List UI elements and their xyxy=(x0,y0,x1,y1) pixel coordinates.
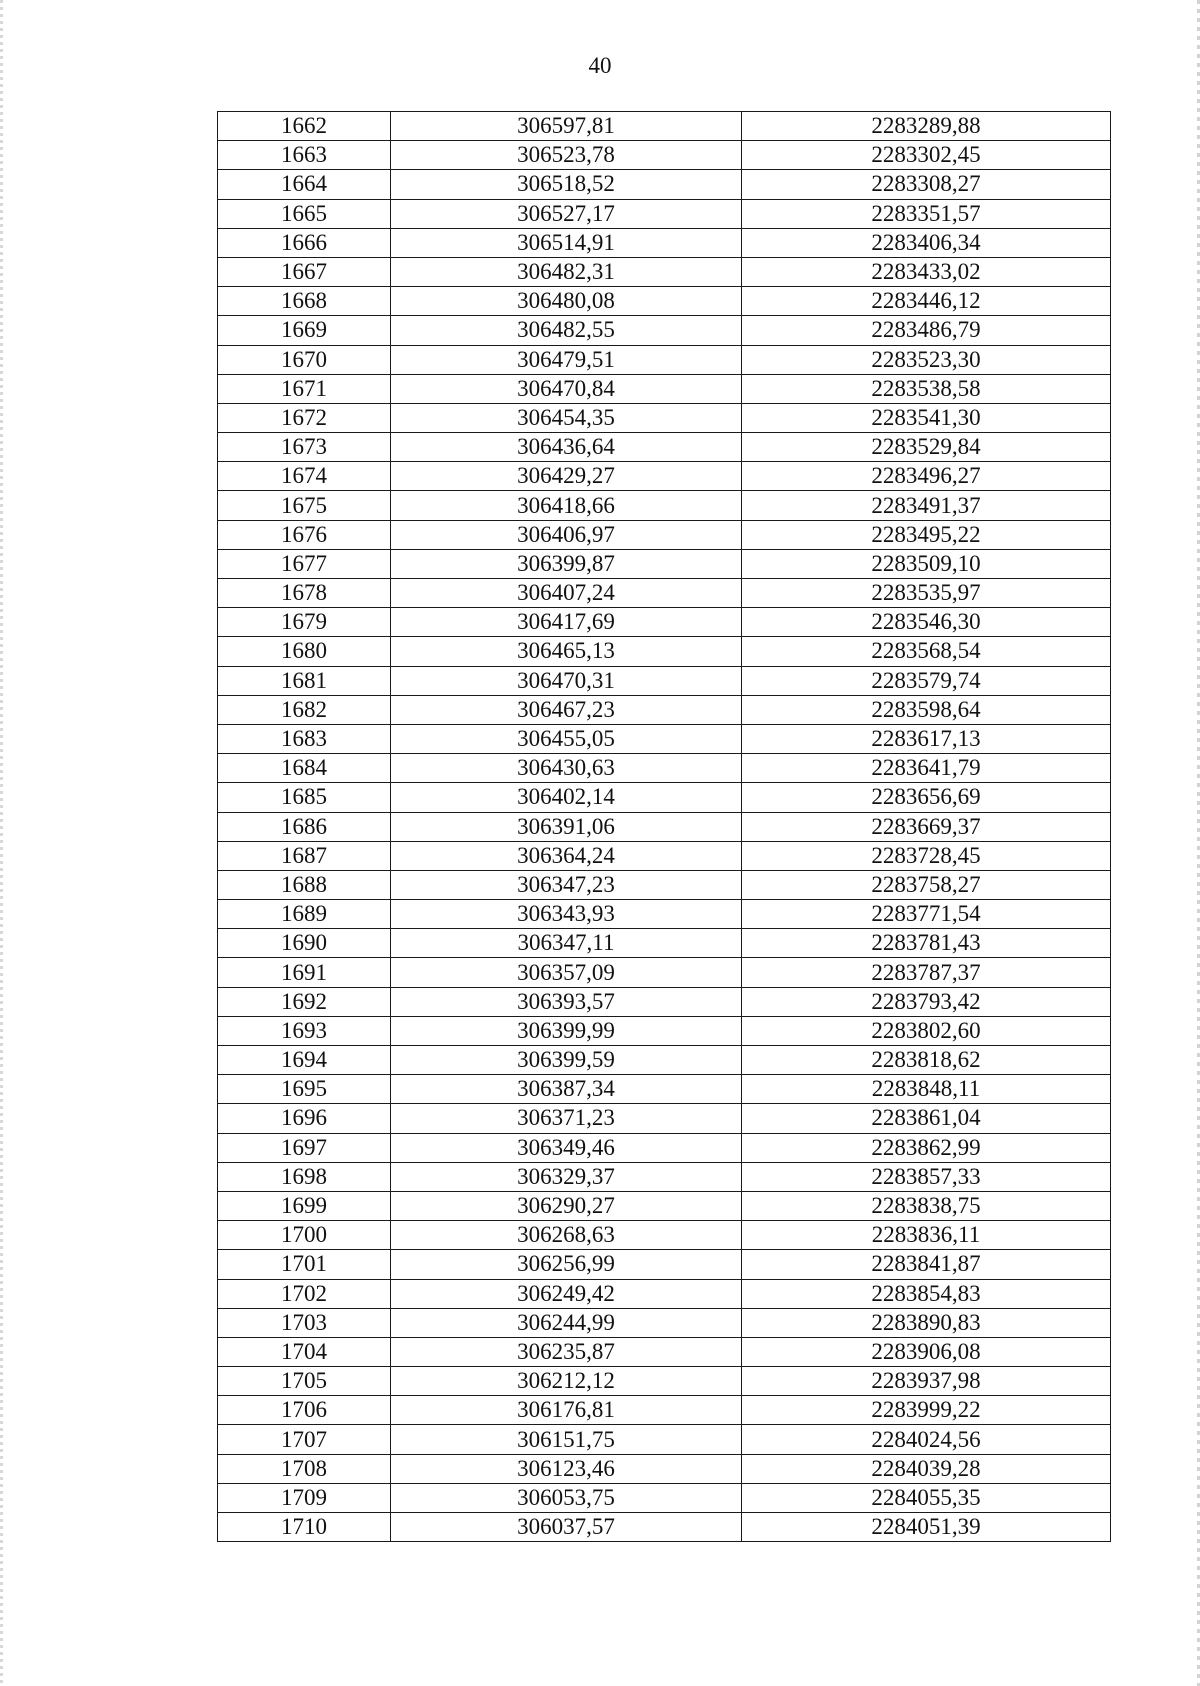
table-row xyxy=(218,783,1111,812)
table-row xyxy=(218,403,1111,432)
table-row xyxy=(218,549,1111,578)
table-row xyxy=(218,491,1111,520)
point-number-cell: 1664 xyxy=(218,170,391,199)
point-number-cell: 1665 xyxy=(218,199,391,228)
point-number-cell: 1673 xyxy=(218,433,391,462)
table-row xyxy=(218,666,1111,695)
y-coordinate-cell: 2283857,33 xyxy=(742,1162,1111,1191)
y-coordinate-cell: 2283841,87 xyxy=(742,1250,1111,1279)
x-coordinate-cell: 306482,55 xyxy=(391,316,742,345)
x-coordinate-cell: 306393,57 xyxy=(391,987,742,1016)
point-number-cell: 1700 xyxy=(218,1221,391,1250)
point-number-cell: 1677 xyxy=(218,549,391,578)
y-coordinate-cell: 2283802,60 xyxy=(742,1016,1111,1045)
point-number-cell: 1687 xyxy=(218,841,391,870)
point-number-cell: 1682 xyxy=(218,695,391,724)
x-coordinate-cell: 306465,13 xyxy=(391,637,742,666)
y-coordinate-cell: 2283617,13 xyxy=(742,724,1111,753)
y-coordinate-cell: 2283854,83 xyxy=(742,1279,1111,1308)
x-coordinate-cell: 306479,51 xyxy=(391,345,742,374)
y-coordinate-cell: 2283496,27 xyxy=(742,462,1111,491)
table-row xyxy=(218,287,1111,316)
y-coordinate-cell: 2283758,27 xyxy=(742,870,1111,899)
point-number-cell: 1692 xyxy=(218,987,391,1016)
x-coordinate-cell: 306418,66 xyxy=(391,491,742,520)
y-coordinate-cell: 2283446,12 xyxy=(742,287,1111,316)
table-row xyxy=(218,637,1111,666)
x-coordinate-cell: 306151,75 xyxy=(391,1425,742,1454)
point-number-cell: 1675 xyxy=(218,491,391,520)
point-number-cell: 1699 xyxy=(218,1191,391,1220)
table-row xyxy=(218,1279,1111,1308)
x-coordinate-cell: 306436,64 xyxy=(391,433,742,462)
table-row xyxy=(218,1221,1111,1250)
y-coordinate-cell: 2283836,11 xyxy=(742,1221,1111,1250)
y-coordinate-cell: 2283579,74 xyxy=(742,666,1111,695)
table-row xyxy=(218,1367,1111,1396)
point-number-cell: 1710 xyxy=(218,1513,391,1542)
coordinates-table xyxy=(217,111,1111,1542)
y-coordinate-cell: 2283787,37 xyxy=(742,958,1111,987)
point-number-cell: 1662 xyxy=(218,112,391,141)
point-number-cell: 1663 xyxy=(218,141,391,170)
table-row xyxy=(218,900,1111,929)
table-row xyxy=(218,433,1111,462)
x-coordinate-cell: 306407,24 xyxy=(391,579,742,608)
y-coordinate-cell: 2283535,97 xyxy=(742,579,1111,608)
y-coordinate-cell: 2283538,58 xyxy=(742,374,1111,403)
table-row xyxy=(218,228,1111,257)
point-number-cell: 1693 xyxy=(218,1016,391,1045)
x-coordinate-cell: 306399,59 xyxy=(391,1046,742,1075)
y-coordinate-cell: 2283546,30 xyxy=(742,608,1111,637)
table-row xyxy=(218,1337,1111,1366)
x-coordinate-cell: 306518,52 xyxy=(391,170,742,199)
y-coordinate-cell: 2283491,37 xyxy=(742,491,1111,520)
y-coordinate-cell: 2283529,84 xyxy=(742,433,1111,462)
y-coordinate-cell: 2283486,79 xyxy=(742,316,1111,345)
point-number-cell: 1702 xyxy=(218,1279,391,1308)
y-coordinate-cell: 2283656,69 xyxy=(742,783,1111,812)
y-coordinate-cell: 2283848,11 xyxy=(742,1075,1111,1104)
table-row xyxy=(218,841,1111,870)
point-number-cell: 1678 xyxy=(218,579,391,608)
table-row xyxy=(218,1483,1111,1512)
table-row xyxy=(218,987,1111,1016)
x-coordinate-cell: 306454,35 xyxy=(391,403,742,432)
x-coordinate-cell: 306455,05 xyxy=(391,724,742,753)
table-row xyxy=(218,1454,1111,1483)
x-coordinate-cell: 306430,63 xyxy=(391,754,742,783)
point-number-cell: 1669 xyxy=(218,316,391,345)
point-number-cell: 1704 xyxy=(218,1337,391,1366)
table-row xyxy=(218,608,1111,637)
point-number-cell: 1683 xyxy=(218,724,391,753)
x-coordinate-cell: 306527,17 xyxy=(391,199,742,228)
y-coordinate-cell: 2283838,75 xyxy=(742,1191,1111,1220)
table-row xyxy=(218,1396,1111,1425)
coordinates-table-body xyxy=(218,112,1111,1542)
table-row xyxy=(218,345,1111,374)
table-row xyxy=(218,170,1111,199)
x-coordinate-cell: 306212,12 xyxy=(391,1367,742,1396)
table-row xyxy=(218,724,1111,753)
x-coordinate-cell: 306371,23 xyxy=(391,1104,742,1133)
x-coordinate-cell: 306053,75 xyxy=(391,1483,742,1512)
table-row xyxy=(218,812,1111,841)
y-coordinate-cell: 2283781,43 xyxy=(742,929,1111,958)
table-row xyxy=(218,1104,1111,1133)
point-number-cell: 1671 xyxy=(218,374,391,403)
table-row xyxy=(218,579,1111,608)
table-row xyxy=(218,1046,1111,1075)
y-coordinate-cell: 2283598,64 xyxy=(742,695,1111,724)
table-row xyxy=(218,958,1111,987)
y-coordinate-cell: 2284024,56 xyxy=(742,1425,1111,1454)
point-number-cell: 1695 xyxy=(218,1075,391,1104)
x-coordinate-cell: 306387,34 xyxy=(391,1075,742,1104)
y-coordinate-cell: 2283771,54 xyxy=(742,900,1111,929)
x-coordinate-cell: 306037,57 xyxy=(391,1513,742,1542)
point-number-cell: 1706 xyxy=(218,1396,391,1425)
table-row xyxy=(218,141,1111,170)
y-coordinate-cell: 2283641,79 xyxy=(742,754,1111,783)
y-coordinate-cell: 2283541,30 xyxy=(742,403,1111,432)
point-number-cell: 1686 xyxy=(218,812,391,841)
x-coordinate-cell: 306523,78 xyxy=(391,141,742,170)
x-coordinate-cell: 306597,81 xyxy=(391,112,742,141)
point-number-cell: 1679 xyxy=(218,608,391,637)
point-number-cell: 1668 xyxy=(218,287,391,316)
x-coordinate-cell: 306391,06 xyxy=(391,812,742,841)
x-coordinate-cell: 306482,31 xyxy=(391,257,742,286)
x-coordinate-cell: 306347,11 xyxy=(391,929,742,958)
x-coordinate-cell: 306402,14 xyxy=(391,783,742,812)
y-coordinate-cell: 2284039,28 xyxy=(742,1454,1111,1483)
point-number-cell: 1698 xyxy=(218,1162,391,1191)
y-coordinate-cell: 2283999,22 xyxy=(742,1396,1111,1425)
y-coordinate-cell: 2284055,35 xyxy=(742,1483,1111,1512)
point-number-cell: 1684 xyxy=(218,754,391,783)
point-number-cell: 1670 xyxy=(218,345,391,374)
x-coordinate-cell: 306249,42 xyxy=(391,1279,742,1308)
y-coordinate-cell: 2283495,22 xyxy=(742,520,1111,549)
y-coordinate-cell: 2283568,54 xyxy=(742,637,1111,666)
y-coordinate-cell: 2283793,42 xyxy=(742,987,1111,1016)
table-row xyxy=(218,520,1111,549)
y-coordinate-cell: 2283433,02 xyxy=(742,257,1111,286)
y-coordinate-cell: 2283509,10 xyxy=(742,549,1111,578)
point-number-cell: 1672 xyxy=(218,403,391,432)
point-number-cell: 1676 xyxy=(218,520,391,549)
y-coordinate-cell: 2283308,27 xyxy=(742,170,1111,199)
y-coordinate-cell: 2283669,37 xyxy=(742,812,1111,841)
x-coordinate-cell: 306176,81 xyxy=(391,1396,742,1425)
point-number-cell: 1709 xyxy=(218,1483,391,1512)
x-coordinate-cell: 306399,99 xyxy=(391,1016,742,1045)
table-row xyxy=(218,374,1111,403)
x-coordinate-cell: 306429,27 xyxy=(391,462,742,491)
table-row xyxy=(218,257,1111,286)
point-number-cell: 1697 xyxy=(218,1133,391,1162)
x-coordinate-cell: 306357,09 xyxy=(391,958,742,987)
table-row xyxy=(218,1191,1111,1220)
point-number-cell: 1674 xyxy=(218,462,391,491)
table-row xyxy=(218,1133,1111,1162)
table-row xyxy=(218,695,1111,724)
x-coordinate-cell: 306235,87 xyxy=(391,1337,742,1366)
point-number-cell: 1708 xyxy=(218,1454,391,1483)
x-coordinate-cell: 306480,08 xyxy=(391,287,742,316)
y-coordinate-cell: 2283890,83 xyxy=(742,1308,1111,1337)
y-coordinate-cell: 2283289,88 xyxy=(742,112,1111,141)
y-coordinate-cell: 2283523,30 xyxy=(742,345,1111,374)
x-coordinate-cell: 306467,23 xyxy=(391,695,742,724)
y-coordinate-cell: 2283862,99 xyxy=(742,1133,1111,1162)
point-number-cell: 1666 xyxy=(218,228,391,257)
y-coordinate-cell: 2283351,57 xyxy=(742,199,1111,228)
y-coordinate-cell: 2283406,34 xyxy=(742,228,1111,257)
x-coordinate-cell: 306290,27 xyxy=(391,1191,742,1220)
x-coordinate-cell: 306329,37 xyxy=(391,1162,742,1191)
point-number-cell: 1705 xyxy=(218,1367,391,1396)
x-coordinate-cell: 306349,46 xyxy=(391,1133,742,1162)
x-coordinate-cell: 306417,69 xyxy=(391,608,742,637)
point-number-cell: 1703 xyxy=(218,1308,391,1337)
table-row xyxy=(218,1513,1111,1542)
x-coordinate-cell: 306406,97 xyxy=(391,520,742,549)
table-row xyxy=(218,754,1111,783)
table-row xyxy=(218,870,1111,899)
point-number-cell: 1691 xyxy=(218,958,391,987)
table-row xyxy=(218,1425,1111,1454)
table-row xyxy=(218,1016,1111,1045)
point-number-cell: 1685 xyxy=(218,783,391,812)
table-row xyxy=(218,929,1111,958)
x-coordinate-cell: 306364,24 xyxy=(391,841,742,870)
x-coordinate-cell: 306470,31 xyxy=(391,666,742,695)
x-coordinate-cell: 306123,46 xyxy=(391,1454,742,1483)
x-coordinate-cell: 306347,23 xyxy=(391,870,742,899)
y-coordinate-cell: 2283302,45 xyxy=(742,141,1111,170)
point-number-cell: 1689 xyxy=(218,900,391,929)
point-number-cell: 1667 xyxy=(218,257,391,286)
x-coordinate-cell: 306268,63 xyxy=(391,1221,742,1250)
page-number: 40 xyxy=(588,53,612,78)
x-coordinate-cell: 306256,99 xyxy=(391,1250,742,1279)
table-row xyxy=(218,1162,1111,1191)
point-number-cell: 1680 xyxy=(218,637,391,666)
point-number-cell: 1707 xyxy=(218,1425,391,1454)
scan-edge-left xyxy=(0,0,3,1686)
y-coordinate-cell: 2283906,08 xyxy=(742,1337,1111,1366)
x-coordinate-cell: 306514,91 xyxy=(391,228,742,257)
x-coordinate-cell: 306470,84 xyxy=(391,374,742,403)
table-row xyxy=(218,1250,1111,1279)
y-coordinate-cell: 2283861,04 xyxy=(742,1104,1111,1133)
y-coordinate-cell: 2283818,62 xyxy=(742,1046,1111,1075)
table-row xyxy=(218,112,1111,141)
point-number-cell: 1690 xyxy=(218,929,391,958)
point-number-cell: 1696 xyxy=(218,1104,391,1133)
table-row xyxy=(218,199,1111,228)
y-coordinate-cell: 2284051,39 xyxy=(742,1513,1111,1542)
point-number-cell: 1688 xyxy=(218,870,391,899)
point-number-cell: 1701 xyxy=(218,1250,391,1279)
point-number-cell: 1694 xyxy=(218,1046,391,1075)
table-row xyxy=(218,462,1111,491)
table-row xyxy=(218,316,1111,345)
x-coordinate-cell: 306343,93 xyxy=(391,900,742,929)
table-row xyxy=(218,1075,1111,1104)
x-coordinate-cell: 306244,99 xyxy=(391,1308,742,1337)
x-coordinate-cell: 306399,87 xyxy=(391,549,742,578)
table-row xyxy=(218,1308,1111,1337)
y-coordinate-cell: 2283728,45 xyxy=(742,841,1111,870)
y-coordinate-cell: 2283937,98 xyxy=(742,1367,1111,1396)
point-number-cell: 1681 xyxy=(218,666,391,695)
